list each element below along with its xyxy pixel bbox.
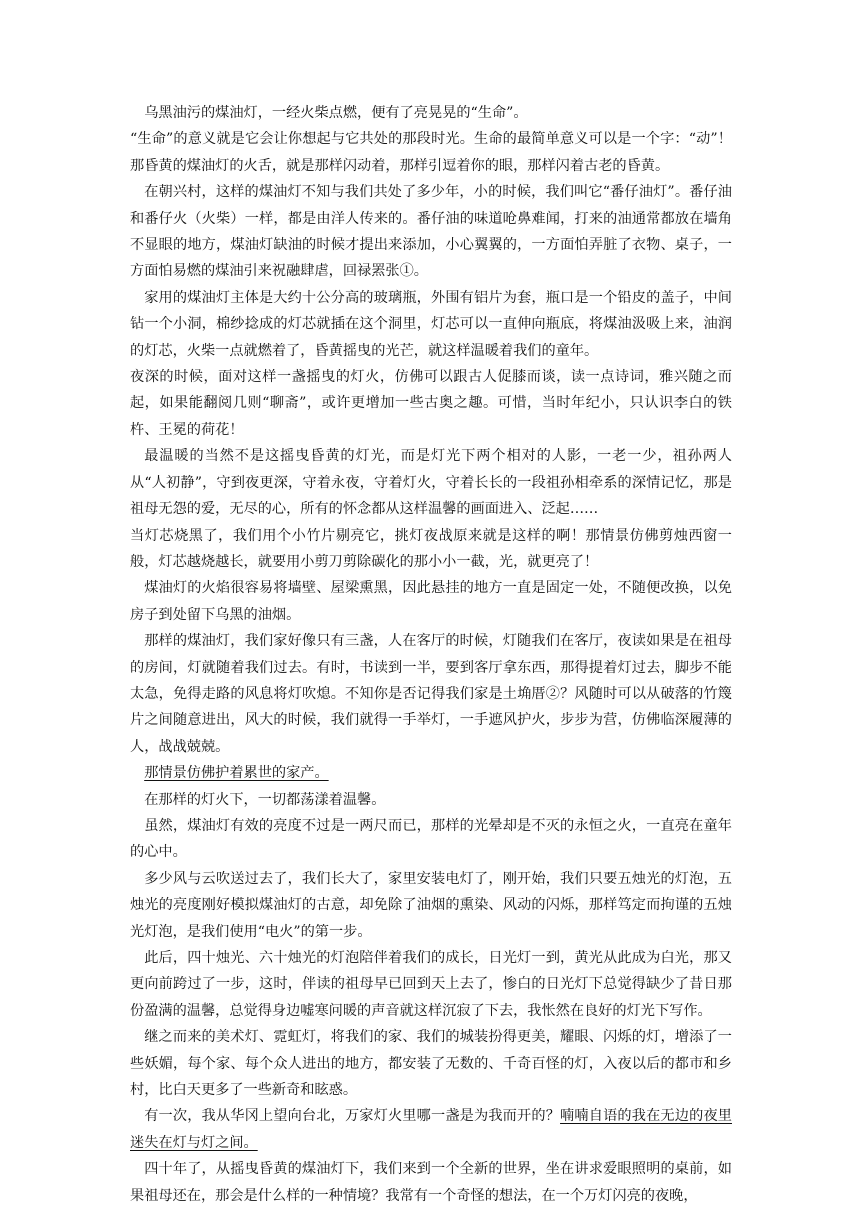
paragraph-10 bbox=[130, 760, 732, 786]
paragraph-8 bbox=[130, 575, 732, 628]
paragraph-3 bbox=[130, 179, 732, 285]
paragraph-text: 多少风与云吹送过去了，我们长大了，家里安装电灯了，刚开始，我们只要五烛光的灯泡，五烛光的亮度刚好模拟煤油灯的古意，却免除了油烟的熏染、风动的闪烁，那样笃定而拘谨的五烛光灯泡，是我们使用“电火”的第一步。 bbox=[130, 870, 732, 940]
paragraph-14 bbox=[130, 945, 732, 1024]
paragraph-text: 夜深的时候，面对这样一盏摇曳的灯火，仿佛可以跟古人促膝而谈，读一点诗词，雅兴随之而起，如果能翻阅几则“聊斋”，或许更增加一些古奥之趣。可惜，当时年纪小，只认识李白的铁杵、王冕的荷花！ bbox=[130, 369, 732, 438]
paragraph-text: 煤油灯的火焰很容易将墙壁、屋梁熏黑，因此悬挂的地方一直是固定一处，不随便改换，以免房子到处留下乌黑的油烟。 bbox=[130, 580, 732, 623]
paragraph-text: 在朝兴村，这样的煤油灯不知与我们共处了多少年，小的时候，我们叫它“番仔油灯”。番仔油和番仔火（火柴）一样，都是由洋人传来的。番仔油的味道呛鼻难闻，打来的油通常都放在墙角不显眼的地方，煤油灯缺油的时候才提出来添加，小心翼翼的，一方面怕弄脏了衣物、桌子，一方面怕易燃的煤油引来祝融肆虐，回禄罴张①。 bbox=[130, 184, 732, 280]
paragraph-text: 那样的煤油灯，我们家好像只有三盏，人在客厅的时候，灯随我们在客厅，夜读如果是在祖母的房间，灯就随着我们过去。有时，书读到一半，要到客厅拿东西，那得提着灯过去，脚步不能太急，免得走路的风息将灯吹熄。不知你是否记得我们家是土埆厝②？风随时可以从破落的竹篾片之间随意进出，风大的时候，我们就得一手举灯，一手遮风护火，步步为营，仿佛临深履薄的人，战战兢兢。 bbox=[130, 633, 732, 755]
underlined-sentence: 那情景仿佛护着累世的家产。 bbox=[144, 765, 329, 782]
underlined-sentence: 喃喃自语的我在无边的夜里迷失在灯与灯之间。 bbox=[130, 1108, 732, 1151]
paragraph-2 bbox=[130, 126, 732, 179]
paragraph-13 bbox=[130, 866, 732, 945]
paragraph-5 bbox=[130, 364, 732, 443]
paragraph-text: 在那样的灯火下，一切都荡漾着温馨。 bbox=[144, 791, 386, 808]
paragraph-text: 最温暖的当然不是这摇曳昏黄的灯光，而是灯光下两个相对的人影，一老一少，祖孙两人从“人初静”，守到夜更深，守着永夜，守着灯火，守着长长的一段祖孙相牵系的深情记忆，那是祖母无怨的爱，无尽的心，所有的怀念都从这样温馨的画面进入、泛起…… bbox=[130, 448, 732, 518]
paragraph-text: 当灯芯烧黑了，我们用个小竹片剔亮它，挑灯夜战原来就是这样的啊！那情景仿佛剪烛西窗一般，灯芯越烧越长，就要用小剪刀剪除碳化的那小小一截，光，就更亮了！ bbox=[130, 527, 732, 570]
paragraph-text: 此后，四十烛光、六十烛光的灯泡陪伴着我们的成长，日光灯一到，黄光从此成为白光，那又更向前跨过了一步，这时，伴读的祖母早已回到天上去了，惨白的日光灯下总觉得缺少了昔日那份盈满的温馨，总觉得身边嘘寒问暖的声音就这样沉寂了下去，我怅然在良好的灯光下写作。 bbox=[130, 950, 732, 1019]
paragraph-16 bbox=[130, 1103, 732, 1156]
paragraph-text: 乌黑油污的煤油灯，一经火柴点燃，便有了亮晃晃的“生命”。 bbox=[144, 105, 528, 121]
paragraph-text: 虽然，煤油灯有效的亮度不过是一两尺而已，那样的光晕却是不灭的永恒之火，一直亮在童年的心中。 bbox=[130, 817, 732, 861]
paragraph-11 bbox=[130, 787, 732, 813]
paragraph-9 bbox=[130, 628, 732, 760]
paragraph-6 bbox=[130, 443, 732, 522]
paragraph-12 bbox=[130, 813, 732, 866]
paragraph-text: “生命”的意义就是它会让你想起与它共处的那段时光。生命的最简单意义可以是一个字：“动”！那昏黄的煤油灯的火舌，就是那样闪动着，那样引逗着你的眼，那样闪着古老的昏黄。 bbox=[130, 131, 732, 174]
paragraph-17 bbox=[130, 1156, 732, 1209]
paragraph-7 bbox=[130, 523, 732, 576]
paragraph-text: 继之而来的美术灯、霓虹灯，将我们的家、我们的城装扮得更美，耀眼、闪烁的灯，增添了一些妖媚，每个家、每个众人进出的地方，都安装了无数的、千奇百怪的灯，入夜以后的都市和乡村，比白天更多了一些新奇和眩惑。 bbox=[130, 1029, 732, 1099]
paragraph-4 bbox=[130, 285, 732, 364]
paragraph-text: 家用的煤油灯主体是大约十公分高的玻璃瓶，外围有铝片为套，瓶口是一个铅皮的盖子，中间钻一个小洞，棉纱捻成的灯芯就插在这个洞里，灯芯可以一直伸向瓶底，将煤油汲吸上来，油润的灯芯，火柴一点就燃着了，昏黄摇曳的光芒，就这样温暖着我们的童年。 bbox=[130, 289, 732, 359]
paragraph-1 bbox=[130, 100, 732, 126]
paragraph-15 bbox=[130, 1024, 732, 1103]
paragraph-text: 四十年了，从摇曳昏黄的煤油灯下，我们来到一个全新的世界，坐在讲求爱眼照明的桌前，如果祖母还在，那会是什么样的一种情境？我常有一个奇怪的想法，在一个万灯闪亮的夜晚， bbox=[130, 1161, 732, 1204]
paragraph-text: 有一次，我从华冈上望向台北，万家灯火里哪一盏是为我而开的？ bbox=[144, 1108, 561, 1125]
